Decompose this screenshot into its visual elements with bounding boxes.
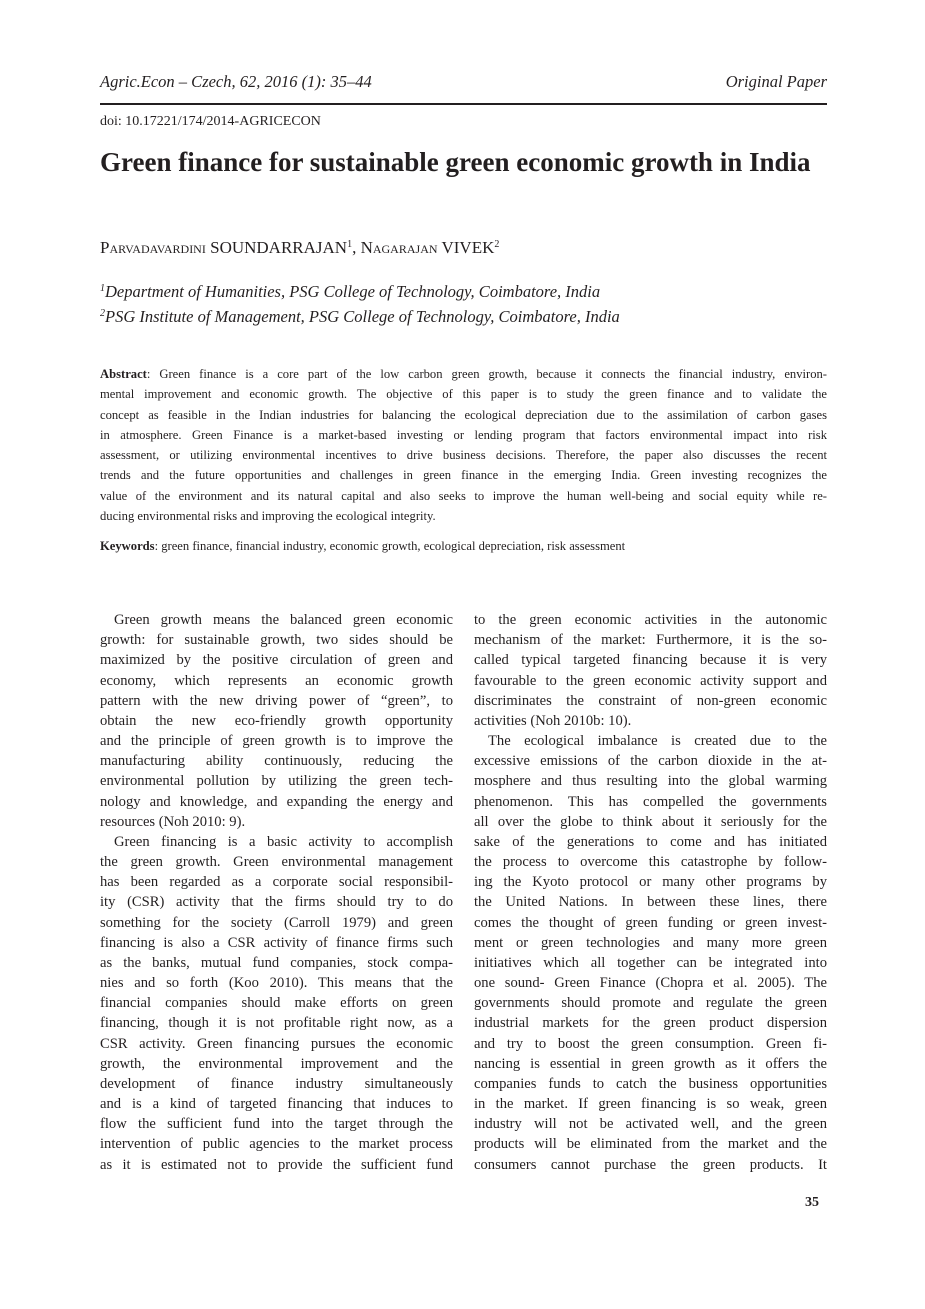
abstract-line: assessment, or utilizing environmental incentives to drive business decisions. Therefore, the paper also discusses the recent [100, 448, 827, 463]
body-line: pattern with the new driving power of “green”, to [100, 692, 453, 709]
body-line: the United Nations. In between these lines, there [474, 894, 827, 911]
abstract-line [100, 364, 827, 384]
body-line: environmental pollution by utilizing the green tech- [100, 773, 453, 790]
author-sup: 1 [347, 239, 353, 250]
body-line: phenomenon. This has compelled the governments [474, 793, 827, 810]
body-line: industry will not be activated well, and the green [474, 1116, 827, 1133]
body-line: development of finance industry simultaneously [100, 1075, 453, 1092]
body-line: companies funds to catch the business opportunities [474, 1075, 827, 1092]
aff-sup: 2 [100, 308, 105, 319]
body-line: excessive emissions of the carbon dioxide in the at- [474, 753, 827, 770]
body-line: the green growth. Green environmental management [100, 854, 453, 871]
body-line: manufacturing ability continuously, reducing the [100, 753, 453, 770]
author-first-name: Nagarajan [360, 238, 438, 257]
header-rule [100, 103, 827, 105]
abstract-line: mental improvement and economic growth. The objective of this paper is to study the green finance and to validate the [100, 387, 827, 402]
body-line: consumers cannot purchase the green products. It [474, 1156, 827, 1173]
aff-text: Department of Humanities, PSG College of Technology, Coimbatore, India [105, 282, 601, 301]
page-number: 35 [805, 1195, 819, 1210]
body-line: financial companies should make efforts on green [100, 995, 453, 1012]
body-column-left [100, 610, 453, 1175]
body-line: growth, the environmental improvement and the [100, 1055, 453, 1072]
body-line: nies and so forth (Koo 2010). This means that the [100, 975, 453, 992]
body-line: ment or green technologies and many more green [474, 934, 827, 951]
body-line: obtain the new eco-friendly growth opportunity [100, 712, 453, 729]
body-line: as the banks, mutual fund companies, stock compa- [100, 954, 453, 971]
abstract-line: concept as feasible in the Indian industries for balancing the ecological depreciation due to the assimilation of carbon gases [100, 407, 827, 422]
body-line: Green growth means the balanced green economic [114, 612, 453, 628]
keywords [100, 539, 625, 554]
authors: Parvadavardini SOUNDARRAJAN$^1$, Nagarajan VIVEK$^2$ [100, 238, 500, 257]
body-line: Green financing is a basic activity to accomplish [114, 833, 453, 850]
body-line: The ecological imbalance is created due to the [488, 733, 827, 750]
abstract-text: : Green finance is a core part of the low carbon green growth, because it connects the financial industry, environ- [146, 367, 827, 381]
journal-citation: Agric.Econ – Czech, 62, 2016 (1): 35–44 [100, 72, 372, 91]
body-line: resources (Noh 2010: 9). [100, 813, 246, 830]
body-line: mechanism of the market: Furthermore, it is the so- [474, 632, 827, 649]
body-line: favourable to the green economic activity support and [474, 672, 827, 689]
body-line: one sound- Green Finance (Chopra et al. 2005). The [474, 975, 827, 992]
abstract-line: trends and the future opportunities and challenges in green finance in the emerging India. Green investing recognizes the [100, 468, 827, 483]
body-line: industrial markets for the green product dispersion [474, 1015, 827, 1032]
abstract-label: Abstract [100, 367, 147, 381]
body-line: all over the globe to think about it seriously for the [474, 813, 827, 830]
body-line: and the principle of green growth is to improve the [100, 733, 453, 750]
body-line: mosphere and thus resulting into the global warming [474, 773, 827, 790]
affiliation [100, 282, 600, 302]
body-line: financing, though it is not profitable right now, as a [100, 1015, 453, 1032]
aff-text: PSG Institute of Management, PSG College of Technology, Coimbatore, India [105, 307, 620, 326]
body-line: has been regarded as a corporate social responsibil- [100, 874, 453, 891]
body-line: CSR activity. Green financing pursues the economic [100, 1035, 453, 1052]
author-last-name: SOUNDARRAJAN [210, 238, 348, 257]
affiliation [100, 307, 620, 327]
keywords-label: Keywords [100, 539, 155, 553]
article-type: Original Paper [725, 72, 827, 91]
body-line: sake of the generations to come and has initiated [474, 833, 827, 850]
body-line: called typical targeted financing because it is very [474, 652, 827, 669]
body-line: financing is also a CSR activity of finance firms such [100, 934, 453, 951]
body-line: growth: for sustainable growth, two sides should be [100, 632, 453, 649]
body-line: maximized by the positive circulation of green and [100, 652, 453, 669]
body-line: something for the society (Carroll 1979) and green [100, 914, 453, 931]
body-line: flow the sufficient fund into the target through the [100, 1116, 453, 1133]
body-line: ity (CSR) activity that the firms should try to do [100, 894, 453, 911]
abstract [100, 364, 827, 526]
body-line: in the market. If green financing is so weak, green [474, 1096, 827, 1113]
abstract-line: in atmosphere. Green Finance is a market-based investing or lending program that factors environmental impact into risk [100, 427, 827, 442]
body-line: nancing is essential in green growth as it offers the [474, 1055, 827, 1072]
body-line: nology and knowledge, and expanding the energy and [100, 793, 453, 810]
body-line: and try to boost the green consumption. Green fi- [474, 1035, 827, 1052]
body-line: governments should promote and regulate the green [474, 995, 827, 1012]
body-line: comes the thought of green funding or green invest- [474, 914, 827, 931]
body-line: products will be eliminated from the market and the [474, 1136, 827, 1153]
keywords-text: : green finance, financial industry, economic growth, ecological depreciation, risk assessment [154, 539, 626, 553]
body-line: activities (Noh 2010b: 10). [474, 712, 632, 729]
body-line: as it is estimated not to provide the sufficient fund [100, 1156, 453, 1173]
author-last-name: VIVEK [441, 238, 495, 257]
body-line: the process to overcome this catastrophe by follow- [474, 854, 827, 871]
body-line: economy, which represents an economic growth [100, 672, 453, 689]
body-line: initiatives which all together can be integrated into [474, 954, 827, 971]
abstract-line: value of the environment and its natural capital and also seeks to improve the human well-being and social equity while re- [100, 488, 827, 503]
author-sup: 2 [494, 239, 500, 250]
body-line: and is a kind of targeted financing that induces to [100, 1096, 453, 1113]
body-line: discriminates the constraint of non-green economic [474, 692, 827, 709]
paper-title: Green finance for sustainable green economic growth in India [100, 147, 811, 177]
body-line: intervention of public agencies to the market process [100, 1136, 453, 1153]
author-first-name: Parvadavardini [100, 238, 206, 257]
abstract-line: ducing environmental risks and improving the ecological integrity. [100, 509, 436, 524]
body-line: to the green economic activities in the autonomic [474, 612, 827, 628]
body-column-right [474, 610, 827, 1175]
doi: doi: 10.17221/174/2014-AGRICECON [100, 114, 321, 129]
body-line: ing the Kyoto protocol or many other programs by [474, 874, 827, 891]
aff-sup: 1 [100, 283, 105, 294]
